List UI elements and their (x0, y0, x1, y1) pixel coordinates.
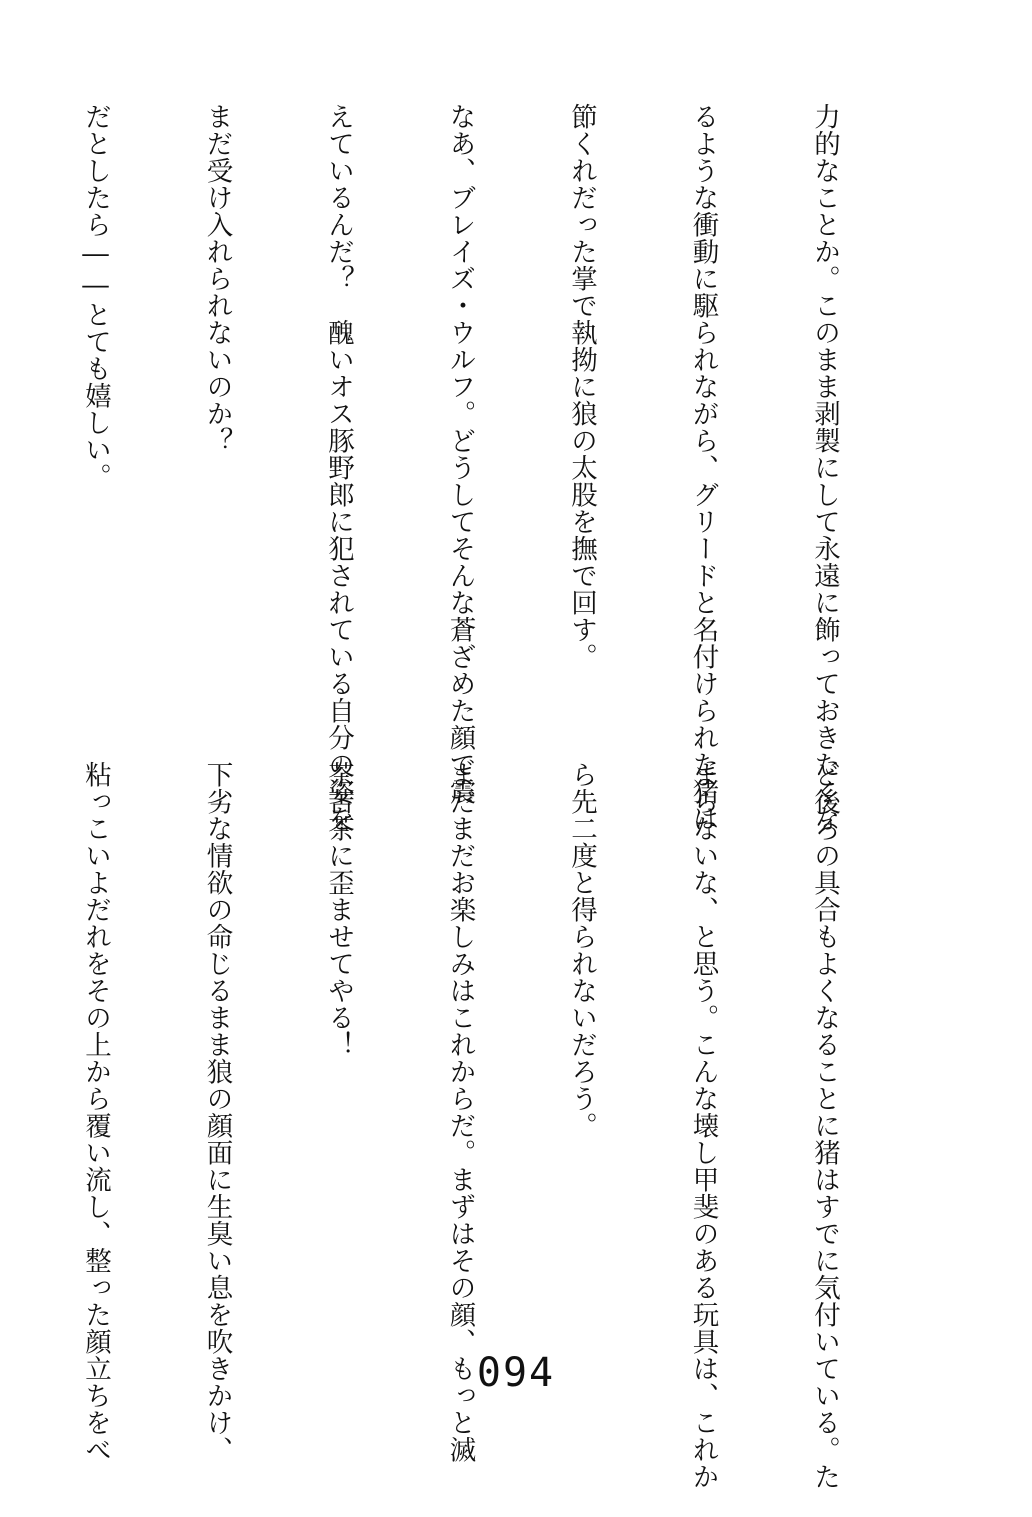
text-block-top (80, 103, 925, 832)
text-line: 力的なことか。このまま剥製にして永遠に飾っておきたくな (809, 103, 840, 832)
text-line: まだ受け入れられないのか？ (201, 103, 233, 454)
text-line: まだまだお楽しみはこれからだ。まずはその顔、もっと滅 (444, 761, 476, 1463)
text-line: るような衝動に駆られながら、グリードと名付けられた猪は (687, 103, 719, 832)
text-line: ど後ろの具合もよくなることに猪はすでに気付いている。た (809, 761, 840, 1490)
text-line: まらないな、と思う。こんな壊し甲斐のある玩具は、これか (687, 761, 719, 1490)
text-line: 粘っこいよだれをその上から覆い流し、整った顔立ちをべ (80, 761, 111, 1463)
text-line: 茶苦茶に歪ませてやる！ (323, 761, 354, 1058)
text-line: 下劣な情欲の命じるまま狼の顔面に生臭い息を吹きかけ、 (201, 761, 233, 1463)
text-line: 節くれだった掌で執拗に狼の太股を撫で回す。 (566, 103, 597, 670)
text-line: ら先二度と得られないだろう。 (566, 761, 597, 1139)
page-number: 094 (476, 1350, 556, 1396)
text-line: えているんだ？ 醜いオス豚野郎に犯されている自分の姿を (323, 103, 354, 832)
text-line: なあ、ブレイズ・ウルフ。どうしてそんな蒼ざめた顔で震 (444, 103, 476, 805)
text-line: だとしたら――とても嬉しい。 (80, 103, 111, 490)
